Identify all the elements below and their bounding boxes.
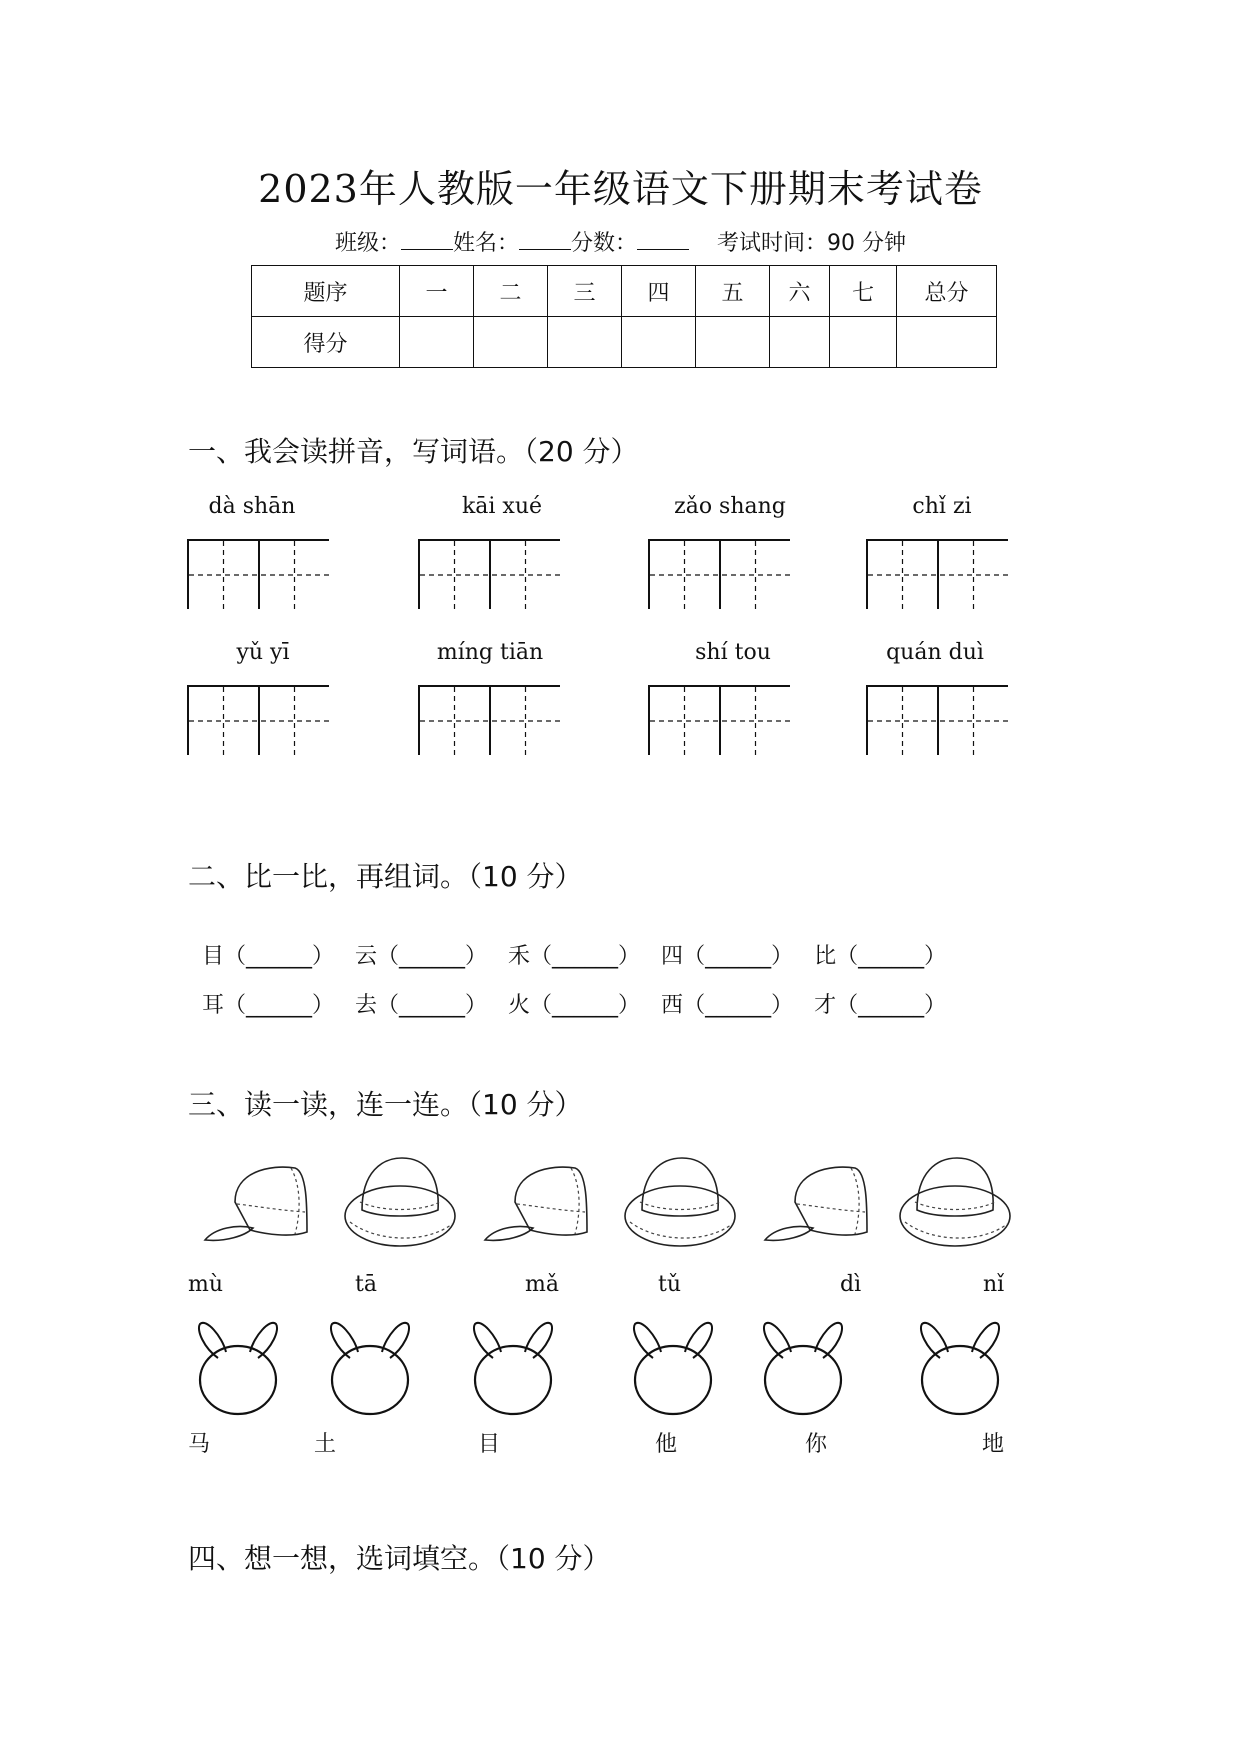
word-item[interactable]: 四（______）	[661, 944, 794, 969]
section1-heading: 一、我会读拼音，写词语。（20 分）	[188, 435, 639, 468]
score-row-label: 得分	[252, 317, 400, 368]
hat-pinyin: mù	[188, 1272, 224, 1297]
word-item[interactable]: 才（______）	[814, 993, 947, 1018]
page-title: 2023年人教版一年级语文下册期末考试卷	[258, 167, 983, 211]
hat-pinyin: dì	[840, 1272, 862, 1297]
section4-heading: 四、想一想，选词填空。（10 分）	[188, 1542, 611, 1575]
tianzige-writing-grid[interactable]	[866, 539, 1008, 609]
score-table-header-row	[252, 266, 997, 317]
hat-pinyin: nǐ	[983, 1272, 1005, 1297]
word-item[interactable]: 耳（______）	[202, 993, 335, 1018]
word-item[interactable]: 去（______）	[355, 993, 488, 1018]
tianzige-writing-grid[interactable]	[418, 685, 560, 755]
bunny-char: 你	[805, 1432, 828, 1457]
tianzige-writing-grid[interactable]	[648, 685, 790, 755]
score-table-header-cell: 四	[622, 266, 696, 317]
score-table	[251, 265, 997, 368]
word-item[interactable]: 云（______）	[355, 944, 488, 969]
pinyin-label: zǎo shang	[674, 494, 786, 519]
word-item[interactable]: 禾（______）	[508, 944, 641, 969]
hat-pinyin: mǎ	[525, 1272, 559, 1297]
bunny-char: 地	[982, 1432, 1005, 1457]
score-cell[interactable]	[770, 317, 830, 368]
score-cell[interactable]	[400, 317, 474, 368]
hat-pinyin: tǔ	[658, 1272, 682, 1297]
score-label: 分数：	[571, 231, 638, 256]
score-cell[interactable]	[622, 317, 696, 368]
tianzige-writing-grid[interactable]	[187, 539, 329, 609]
baseball-cap-image[interactable]	[755, 1152, 877, 1252]
score-table-header-cell: 六	[770, 266, 830, 317]
round-hat-image[interactable]	[895, 1152, 1017, 1252]
bunny-head-image[interactable]	[463, 1318, 563, 1418]
pinyin-label: shí tou	[695, 640, 771, 665]
bunny-head-image[interactable]	[753, 1318, 853, 1418]
tianzige-writing-grid[interactable]	[866, 685, 1008, 755]
name-label: 姓名：	[453, 231, 520, 256]
score-table-score-row	[252, 317, 997, 368]
score-table-header-cell: 五	[696, 266, 770, 317]
name-blank[interactable]	[519, 229, 571, 250]
round-hat-image[interactable]	[340, 1152, 462, 1252]
word-item[interactable]: 火（______）	[508, 993, 641, 1018]
score-table-header-cell: 总分	[897, 266, 997, 317]
pinyin-label: míng tiān	[436, 640, 544, 665]
baseball-cap-image[interactable]	[195, 1152, 317, 1252]
round-hat-image[interactable]	[620, 1152, 742, 1252]
score-cell[interactable]	[474, 317, 548, 368]
pinyin-label: kāi xué	[461, 494, 543, 519]
bunny-char: 土	[314, 1432, 337, 1457]
tianzige-writing-grid[interactable]	[648, 539, 790, 609]
score-table-header-cell: 七	[830, 266, 897, 317]
word-pair-row-1	[188, 914, 946, 970]
tianzige-writing-grid[interactable]	[418, 539, 560, 609]
bunny-head-image[interactable]	[188, 1318, 288, 1418]
pinyin-label: chǐ zi	[912, 494, 972, 519]
bunny-head-image[interactable]	[623, 1318, 723, 1418]
bunny-char: 目	[478, 1432, 501, 1457]
exam-time: 考试时间：90 分钟	[717, 231, 907, 256]
score-table-header-cell: 二	[474, 266, 548, 317]
score-table-header-cell: 题序	[252, 266, 400, 317]
word-pair-row-2	[188, 963, 946, 1019]
section2-heading: 二、比一比，再组词。（10 分）	[188, 860, 583, 893]
score-cell[interactable]	[696, 317, 770, 368]
baseball-cap-image[interactable]	[475, 1152, 597, 1252]
word-item[interactable]: 比（______）	[814, 944, 947, 969]
score-blank[interactable]	[637, 229, 689, 250]
pinyin-label: yǔ yī	[236, 640, 290, 665]
class-blank[interactable]	[401, 229, 453, 250]
student-info-line	[0, 226, 1241, 257]
word-item[interactable]: 西（______）	[661, 993, 794, 1018]
score-table-header-cell: 一	[400, 266, 474, 317]
pinyin-label: dà shān	[208, 494, 296, 519]
pinyin-label: quán duì	[886, 640, 984, 665]
bunny-head-image[interactable]	[320, 1318, 420, 1418]
bunny-head-image[interactable]	[910, 1318, 1010, 1418]
word-item[interactable]: 目（______）	[202, 944, 335, 969]
score-cell[interactable]	[830, 317, 897, 368]
section3-heading: 三、读一读，连一连。（10 分）	[188, 1088, 583, 1121]
tianzige-writing-grid[interactable]	[187, 685, 329, 755]
bunny-char: 马	[188, 1432, 211, 1457]
hat-pinyin: tā	[355, 1272, 377, 1297]
class-label: 班级：	[334, 231, 401, 256]
score-cell[interactable]	[897, 317, 997, 368]
score-cell[interactable]	[548, 317, 622, 368]
bunny-char: 他	[655, 1432, 678, 1457]
score-table-header-cell: 三	[548, 266, 622, 317]
